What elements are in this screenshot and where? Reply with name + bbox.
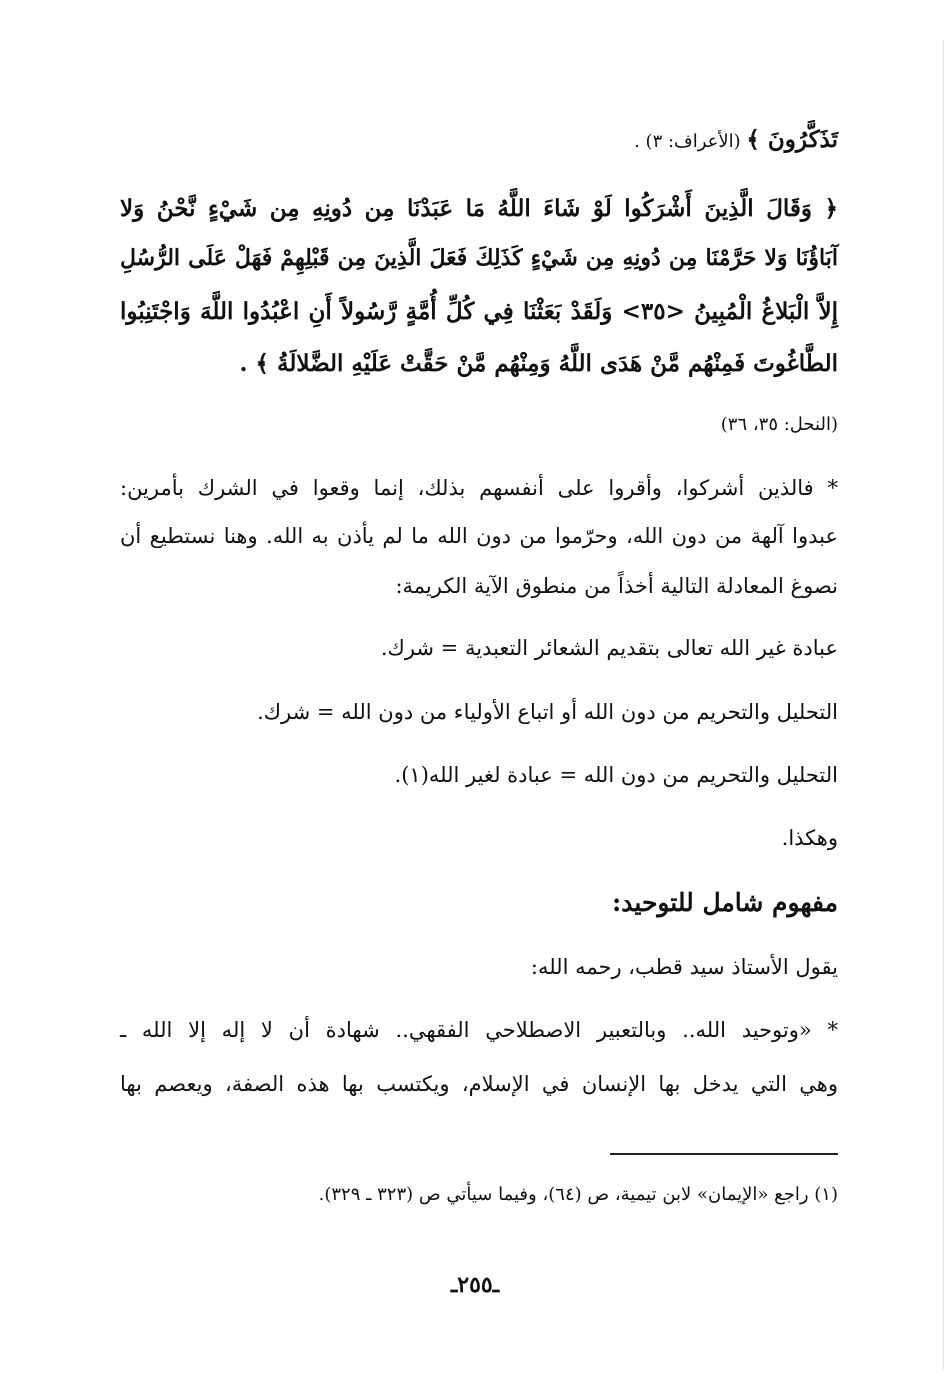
- section-intro: يقول الأستاذ سيد قطب، رحمه الله:: [530, 955, 838, 979]
- paragraph1-line-2: عبدوا آلهة من دون الله، وحرّموا من دون الله ما لم يأذن به الله. وهنا نستطيع أن: [120, 524, 838, 548]
- verse-a-line: [634, 126, 838, 153]
- verse-b-line-2: آبَاؤُنَا وَلا حَرَّمْنَا مِن دُونِهِ مِن شَيْءٍ كَذَلِكَ فَعَلَ الَّذِينَ مِن قَبْلِهِمْ فَهَلْ عَلَى الرُّسُلِ: [120, 245, 838, 271]
- paragraph1-line-3: نصوغ المعادلة التالية أخذاً من منطوق الآية الكريمة:: [395, 574, 838, 598]
- scan-edge-line: [943, 40, 944, 1370]
- footnote: (١) راجع «الإيمان» لابن تيمية، ص (٦٤)، وفيما سيأتي ص (٣٢٣ ـ ٣٢٩).: [318, 1184, 838, 1205]
- verse-b-line-3: إِلاَّ الْبَلاغُ الْمُبِينُ <٣٥> وَلَقَدْ بَعَثْنَا فِي كُلِّ أُمَّةٍ رَّسُولاً أَنِ اعْبُدُوا اللَّهَ وَاجْتَنِبُوا: [120, 298, 838, 325]
- equation-1: عبادة غير الله تعالى بتقديم الشعائر التعبدية = شرك.: [380, 636, 838, 660]
- paragraph1-line-1: * فالذين أشركوا، وأقروا على أنفسهم بذلك، إنما وقعوا في الشرك بأمرين:: [120, 476, 838, 500]
- section-line-1: * «وتوحيد الله.. وبالتعبير الاصطلاحي الفقهي.. شهادة أن لا إله إلا الله ـ: [120, 1018, 838, 1042]
- verse-b-reference: (النحل: ٣٥، ٣٦): [720, 414, 838, 435]
- verse-a-reference: (الأعراف: ٣) .: [634, 131, 747, 152]
- equation-4: وهكذا.: [781, 826, 838, 850]
- verse-b-line-4: الطَّاغُوتَ فَمِنْهُم مَّنْ هَدَى اللَّهُ وَمِنْهُم مَّنْ حَقَّتْ عَلَيْهِ الضَّلالَةُ ﴾ .: [239, 350, 838, 377]
- verse-a-text: تَذَكَّرُونَ ﴾: [746, 126, 838, 153]
- page-number: ـ٢٥٥ـ: [450, 1272, 500, 1298]
- section-heading: مفهوم شامل للتوحيد:: [612, 888, 838, 917]
- equation-2: التحليل والتحريم من دون الله أو اتباع الأولياء من دون الله = شرك.: [257, 700, 838, 724]
- section-line-2: وهي التي يدخل بها الإنسان في الإسلام، ويكتسب بها هذه الصفة، ويعصم بها: [120, 1072, 838, 1096]
- verse-b-line-1: ﴿ وَقَالَ الَّذِينَ أَشْرَكُوا لَوْ شَاءَ اللَّهُ مَا عَبَدْنَا مِن دُونِهِ مِن شَيْءٍ نَّحْنُ وَلا: [120, 195, 838, 222]
- equation-3: التحليل والتحريم من دون الله = عبادة لغير الله(١).: [394, 763, 838, 787]
- footnote-separator: [610, 1153, 838, 1155]
